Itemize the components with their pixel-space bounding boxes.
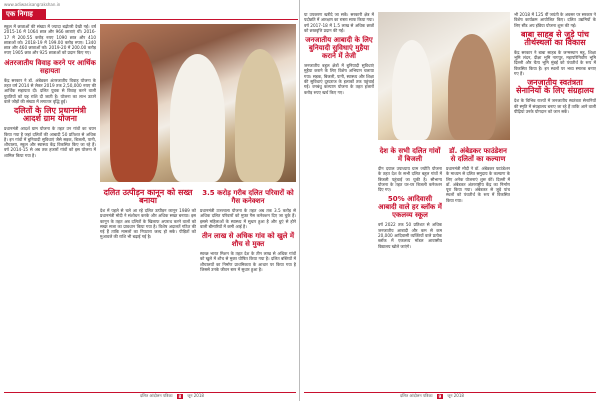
left-column-3 — [200, 186, 296, 384]
headline-adarsh-gram: दलितों के लिए प्रधानमंत्री आदर्श ग्राम योजना — [13, 106, 87, 124]
left-column-2 — [100, 186, 196, 384]
headline-intercaste-marriage: अंतरजातीय विवाह करने पर आर्थिक सहायता — [4, 58, 96, 75]
headline-tribal-facilities: जनजातीय आबादी के लिए बुनियादी सुविधाएं मुहैया कराने में तेजी — [305, 36, 373, 61]
article-text: या उपकरण खरीदे जा सकें। सरकारी क्षेत्र में पदोन्नति में आरक्षण का रास्ता साफ किया गया। वर्ष 2017-18 में 1.5 लाख से अधिक छात्रों को छात्रवृत्ति प्रदान की गई। — [304, 12, 374, 33]
article-text: जनजातीय बहुल क्षेत्रों में बुनियादी सुविधाएं मुहैया कराने के लिए विशेष अभियान चलाया गया। सड़क, बिजली, पानी, स्वास्थ्य और शिक्षा की सुविधाएं दूरदराज के इलाकों तक पहुंचाई गईं। वनबंधु कल्याण योजना के तहत हजारों करोड़ रुपए खर्च किए गए। — [304, 63, 374, 95]
right-column-2 — [378, 144, 442, 384]
right-page — [300, 0, 600, 401]
article-text: दीन दयाल उपाध्याय ग्राम ज्योति योजना के तहत देश के सभी दलित बहुल गांवों में बिजली पहुंचाई जा चुकी है। सौभाग्य योजना के तहत घर-घर बिजली कनेक्शन दिए गए। — [378, 166, 442, 193]
article-text: देश के विभिन्न राज्यों में जनजातीय स्वतंत्रता सेनानियों की स्मृति में संग्रहालय बनाए जा रहे हैं ताकि आने वाली पीढ़ियां उनके योगदान को जान सकें। — [514, 98, 596, 114]
page-number: 9 — [438, 393, 442, 399]
page-number: 8 — [178, 393, 182, 399]
article-text: वर्ष 2022 तक 50 प्रतिशत से अधिक जनजातीय आबादी और कम से कम 20,000 आदिवासी व्यक्तियों वाले प्रत्येक ब्लॉक में एकलव्य मॉडल आवासीय विद्यालय खोले जाएंगे। — [378, 222, 442, 249]
footer-date: जून 2018 — [187, 393, 204, 398]
photo-figure-right — [235, 49, 285, 182]
left-column-1 — [4, 24, 96, 384]
headline-tribal-museum: जनजातीय स्वतंत्रता सेनानियों के लिए संग्रहालय — [516, 78, 594, 96]
headline-ambedkar-foundation: डॉ. अंबेडकर फाउंडेशन से दलितों का कल्याण — [449, 147, 507, 163]
article-photo — [100, 24, 296, 182]
article-text: केंद्र सरकार ने डॉ. अंबेडकर अंतरजातीय विवाह योजना के तहत वर्ष 2014 से लेकर 2019 तक 2,50,000 रुपए की आर्थिक सहायता दी। दलित युवक से विवाह करने वाली युवतियों को यह राशि दी जाती है। योजना का लाभ उठाने वाले जोड़ों की संख्या में लगातार वृद्धि हुई। — [4, 77, 96, 104]
photo-figure-right — [448, 34, 496, 140]
article-text: स्वच्छ भारत मिशन के तहत देश के तीन लाख से अधिक गांवों को खुले में शौच से मुक्त घोषित किया गया है। दलित बस्तियों में शौचालयों का निर्माण प्राथमिकता के आधार पर किया गया है जिससे उनके जीवन स्तर में सुधार हुआ है। — [200, 251, 296, 273]
headline-panchteerth: बाबा साहब से जुड़े पांच तीर्थस्थलों का विकास — [520, 29, 590, 47]
article-text: भी 2018 में 125 वीं जयंती के अवसर पर सरकार ने विशेष कार्यक्रम आयोजित किए। दलित उद्यमियों के लिए स्टैंड अप इंडिया योजना शुरू की गई। — [514, 12, 596, 28]
section-rule — [46, 19, 298, 20]
article-text: प्रधानमंत्री उज्ज्वला योजना के तहत अब तक 3.5 करोड़ से अधिक दलित परिवारों को मुफ्त गैस कनेक्शन दिए जा चुके हैं। इससे महिलाओं के स्वास्थ्य में सुधार हुआ है और धुएं से होने वाली बीमारियों में कमी आई है। — [200, 208, 296, 229]
right-column-3 — [446, 144, 510, 384]
article-text: प्रधानमंत्री मोदी ने डॉ. अंबेडकर फाउंडेशन के माध्यम से दलित समुदाय के कल्याण के लिए अनेक योजनाएं शुरू कीं। दिल्ली में डॉ. अंबेडकर अंतरराष्ट्रीय केंद्र का निर्माण पूरा किया गया। अंबेडकर से जुड़े पांच स्थलों को पंचतीर्थ के रूप में विकसित किया गया। — [446, 166, 510, 203]
headline-electricity: देश के सभी दलित गांवों में बिजली — [379, 147, 441, 163]
article-photo — [378, 12, 510, 140]
headline-eklavya-school: 50% आदिवासी आबादी वाले हर ब्लॉक में एकलव्य स्कूल — [378, 195, 442, 220]
article-text: केंद्र सरकार ने बाबा साहब के जन्मस्थान महू, शिक्षा भूमि लंदन, दीक्षा भूमि नागपुर, महापरिनिर्वाण भूमि दिल्ली और चैत्य भूमि मुंबई को पंचतीर्थ के रूप में विकसित किया है। इन स्थलों पर भव्य स्मारक बनाए गए हैं। — [514, 49, 596, 77]
footer-magazine: दलित आंदोलन पत्रिका — [400, 393, 433, 398]
headline-atrocities-act: दलित उत्पीड़न कानून को सख्त बनाया — [103, 188, 193, 205]
photo-figure-left — [110, 42, 158, 182]
right-column-4 — [514, 12, 596, 384]
headline-gas-connection: 3.5 करोड़ गरीब दलित परिवारों को गैस कनेक्शन — [202, 189, 294, 205]
right-column-1 — [304, 12, 374, 384]
article-text: देश में पहले से चले आ रहे दलित उत्पीड़न कानून 1989 को प्रधानमंत्री मोदी ने संशोधन करके और अधिक सख्त बनाया। इस कानून के तहत अब दलितों के खिलाफ अपराध करने वालों को सख्त सजा का प्रावधान किया गया है। विशेष अदालतें गठित की गई हैं ताकि मामलों का निपटारा जल्द हो सके। पीड़ितों को मुआवजे की राशि भी बढ़ाई गई है। — [100, 208, 196, 240]
footer-date: जून 2018 — [447, 393, 464, 398]
left-footer — [140, 393, 204, 399]
footer-magazine: दलित आंदोलन पत्रिका — [140, 393, 173, 398]
photo-figure-center — [170, 54, 225, 182]
photo-figure-left — [392, 40, 432, 140]
headline-odf-villages: तीन लाख से अधिक गांव को खुले में शौच से मुक्त — [201, 232, 295, 249]
right-footer — [400, 393, 464, 399]
article-text: प्रधानमंत्री आदर्श ग्राम योजना के तहत उन गांवों का चयन किया गया है जहां दलितों की आबादी 50 प्रतिशत से अधिक है। इन गांवों में बुनियादी सुविधाएं जैसे सड़क, बिजली, पानी, शौचालय, स्कूल और स्वास्थ्य केंद्र विकसित किए जा रहे हैं। वर्ष 2014-15 से अब तक हजारों गांवों को इस योजना में शामिल किया गया है। — [4, 126, 96, 158]
article-text: स्कूल में छात्राओं की संख्या में ज्यादा बढ़ोतरी देखी गई। वर्ष 2015-16 में 1064 छात्र और 966 छात्राएं थीं। 2016-17 में 200.55 करोड़ रुपए 1090 छात्र और 410 छात्राओं को। 2018-19 में 199.00 करोड़ रुपए। 1340 छात्र और 460 छात्राओं को। 2019-20 में 200.00 करोड़ रुपए 1905 छात्र और 925 छात्राओं को प्रदान किए गए। — [4, 24, 96, 56]
website-url: www.adiwasisangrakshan.in — [4, 2, 61, 7]
section-header: एक निगाह — [2, 9, 46, 20]
